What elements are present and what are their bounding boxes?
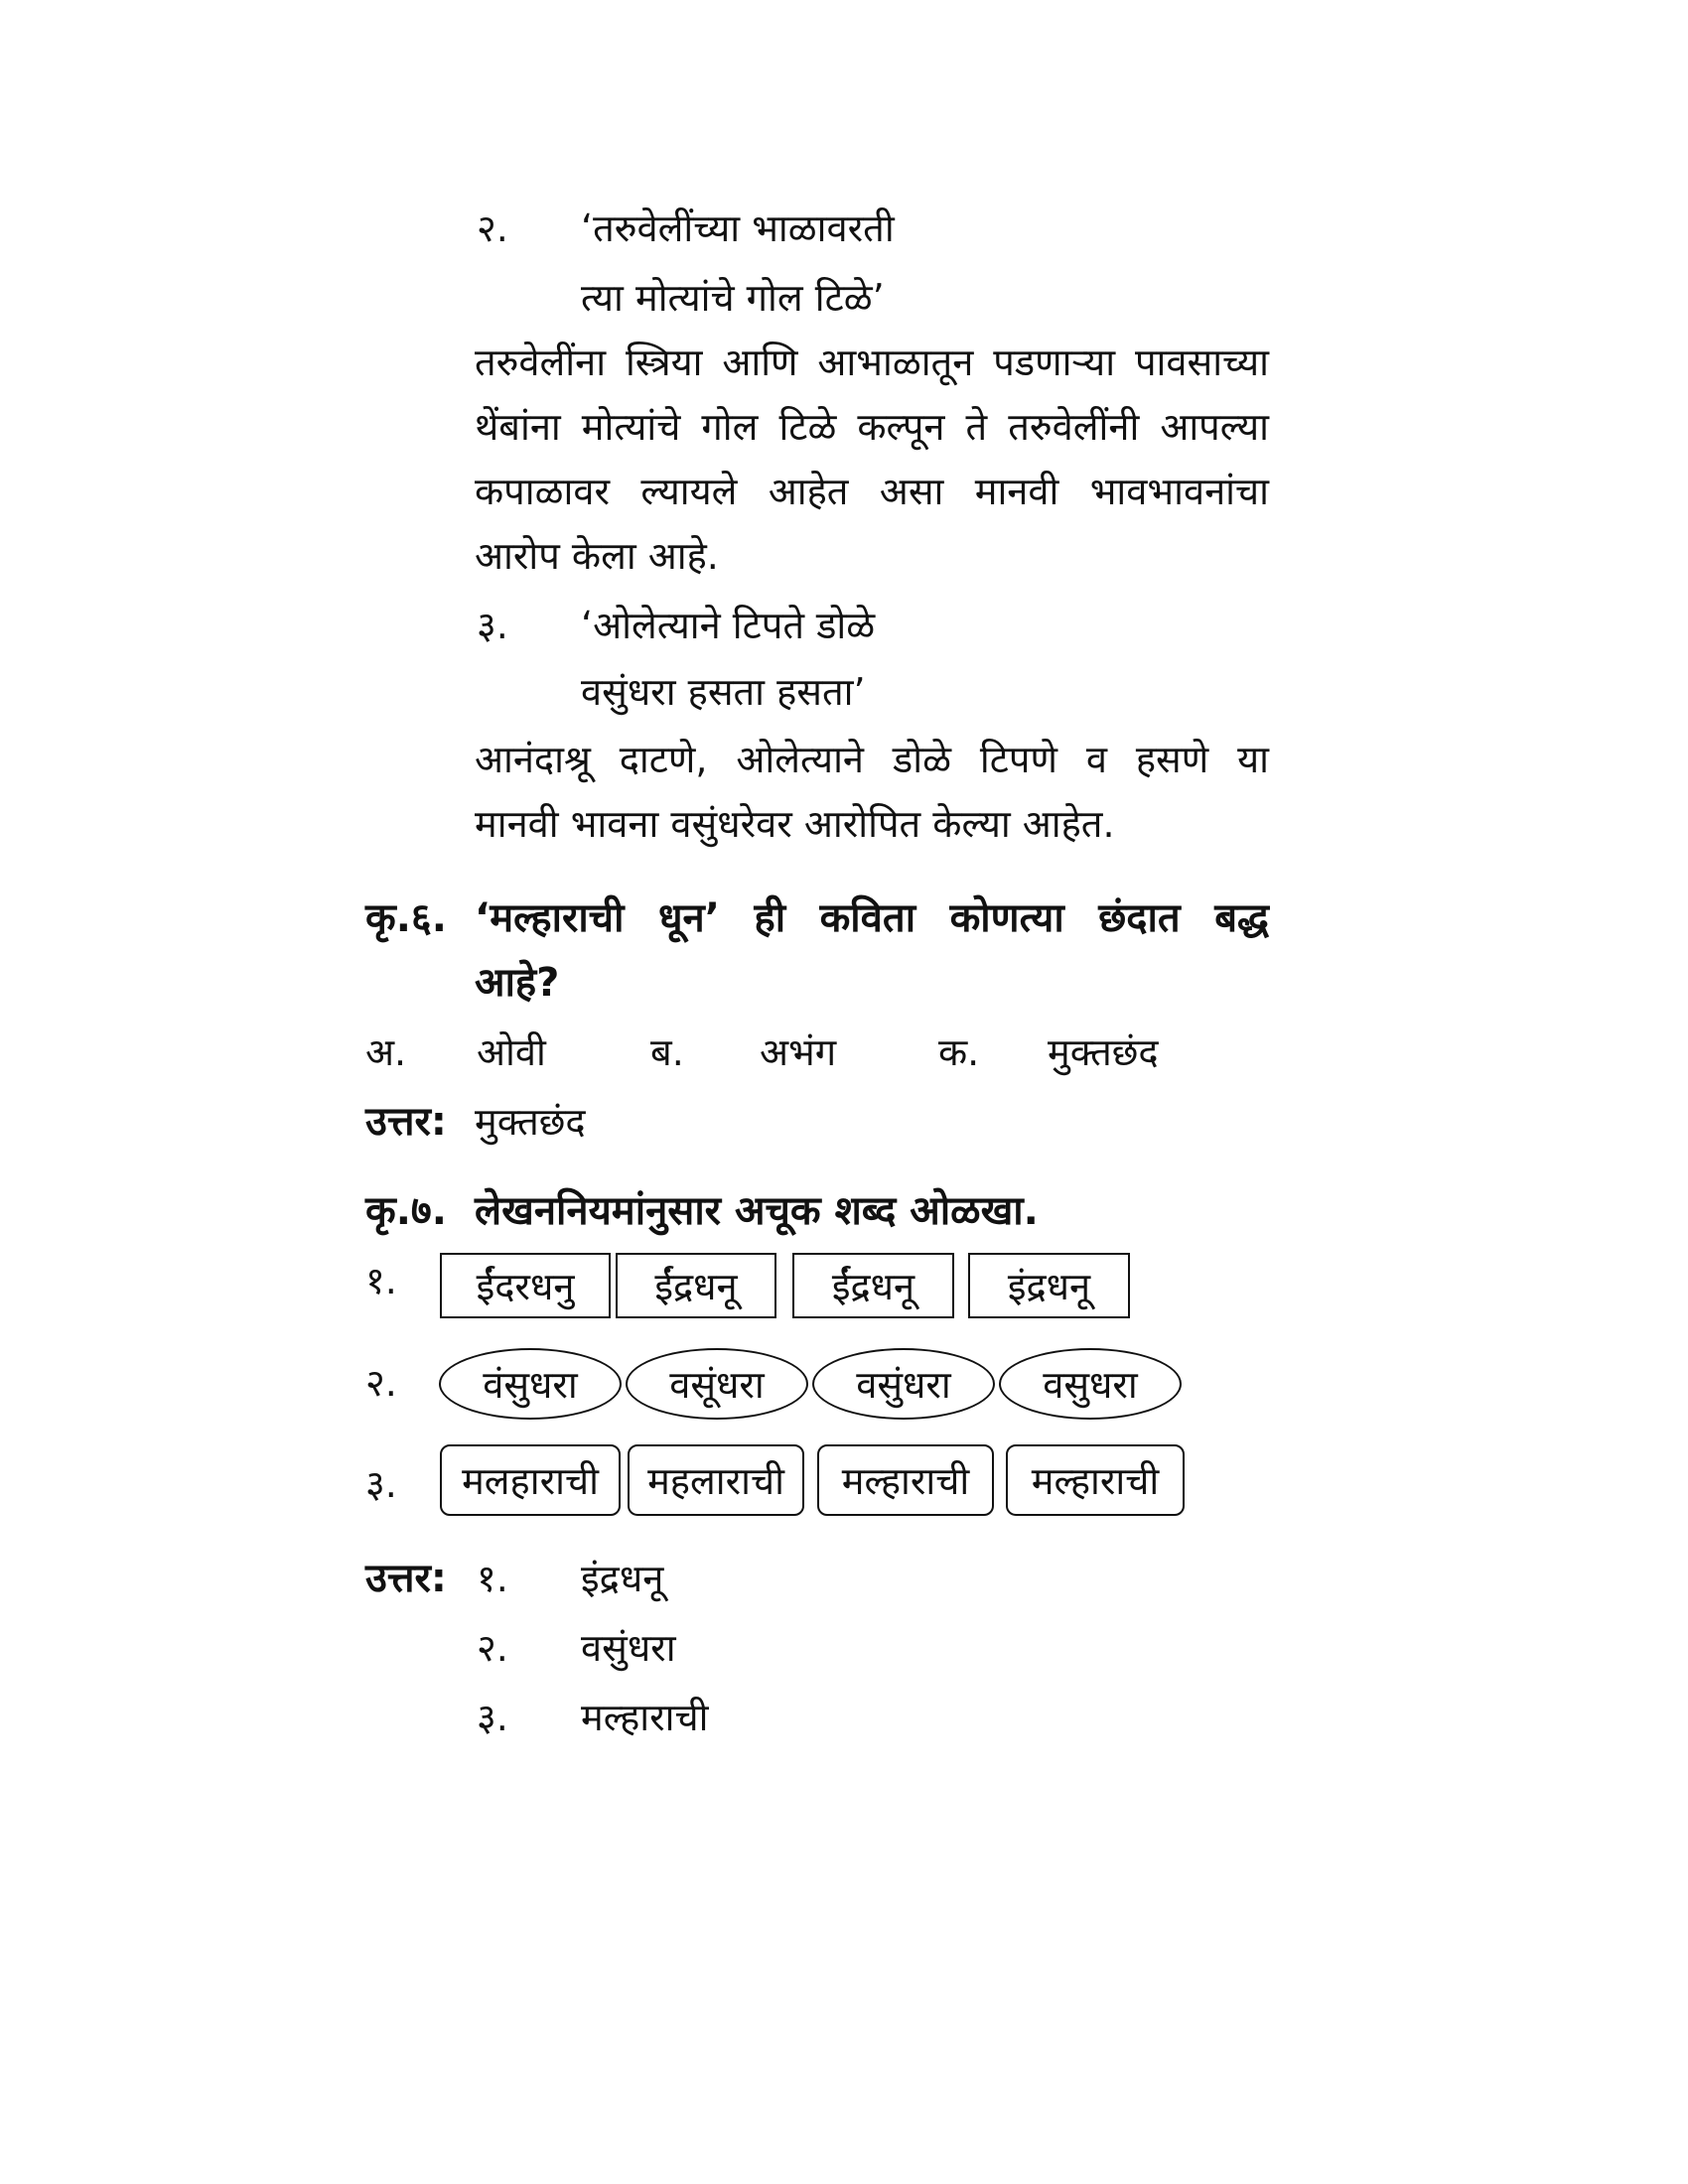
q6-answer: मुक्तछंद (475, 1100, 586, 1144)
q7-answer-label: उत्तर: (365, 1556, 447, 1601)
q7-row3-option3: मल्हाराची (817, 1444, 994, 1516)
q6-option-a-letter: अ. (365, 1030, 407, 1074)
q7-row2-option3: वसुंधरा (812, 1348, 995, 1420)
item3-expl-line1: आनंदाश्रू दाटणे, ओलेत्याने डोळे टिपणे व हसणे या (475, 738, 1269, 781)
q7-row3-option2: महलाराची (628, 1444, 804, 1516)
q7-row2-option1: वंसुधरा (439, 1348, 622, 1420)
q7-answer3-number: ३. (477, 1696, 508, 1739)
q7-answer1-number: १. (477, 1557, 508, 1600)
q6-option-b-letter: ब. (650, 1030, 684, 1074)
q7-row2-option2: वसूंधरा (626, 1348, 808, 1420)
q7-row1-option3: ईंद्रधनू (792, 1253, 954, 1318)
q7-row3-number: ३. (365, 1462, 397, 1506)
item2-expl-line4: आरोप केला आहे. (475, 534, 719, 578)
item3-number: ३. (477, 604, 508, 647)
q6-option-c-letter: क. (938, 1030, 980, 1074)
q7-row2-number: २. (365, 1361, 397, 1405)
q7-row1-number: १. (365, 1259, 397, 1302)
item2-number: २. (477, 206, 508, 250)
q6-option-b-text: अभंग (760, 1030, 837, 1074)
item2-expl-line3: कपाळावर ल्यायले आहेत असा मानवी भावभावनांचा (475, 470, 1269, 513)
q7-row1-option1: ईंदरधनु (440, 1253, 611, 1318)
q7-answer3-text: मल्हाराची (581, 1696, 709, 1739)
item2-expl-line2: थेंबांना मोत्यांचे गोल टिळे कल्पून ते तरुवेलींनी आपल्या (475, 405, 1269, 449)
q6-label: कृ.६. (365, 895, 447, 941)
q6-line2: आहे? (475, 960, 560, 1006)
q7-row3-option1: मलहाराची (440, 1444, 621, 1516)
q6-line1: ‘मल्हाराची धून’ ही कविता कोणत्या छंदात बद्ध (475, 895, 1269, 941)
q6-option-a-text: ओवी (477, 1030, 546, 1074)
item3-expl-line2: मानवी भावना वसुंधरेवर आरोपित केल्या आहेत. (475, 802, 1115, 846)
item3-quote-line1: ‘ओलेत्याने टिपते डोळे (581, 604, 876, 647)
q7-title: लेखननियमांनुसार अचूक शब्द ओळखा. (475, 1188, 1039, 1234)
item3-quote-line2: वसुंधरा हसता हसता’ (581, 670, 866, 714)
q7-answer1-text: इंद्रधनू (581, 1557, 664, 1600)
item2-expl-line1: तरुवेलींना स्त्रिया आणि आभाळातून पडणाऱ्या पावसाच्या (475, 341, 1269, 384)
q6-answer-label: उत्तर: (365, 1099, 447, 1145)
q7-answer2-text: वसुंधरा (581, 1626, 676, 1670)
q7-row3-option4: मल्हाराची (1006, 1444, 1185, 1516)
q7-row2-option4: वसुधरा (999, 1348, 1182, 1420)
q7-row1-option2: ईंद्रधनू (616, 1253, 776, 1318)
q7-row1-option4: इंद्रधनू (968, 1253, 1130, 1318)
q7-answer2-number: २. (477, 1626, 508, 1670)
item2-quote-line2: त्या मोत्यांचे गोल टिळे’ (581, 276, 885, 320)
q6-option-c-text: मुक्तछंद (1048, 1030, 1159, 1074)
item2-quote-line1: ‘तरुवेलींच्या भाळावरती (581, 206, 895, 250)
q7-label: कृ.७. (365, 1188, 447, 1234)
